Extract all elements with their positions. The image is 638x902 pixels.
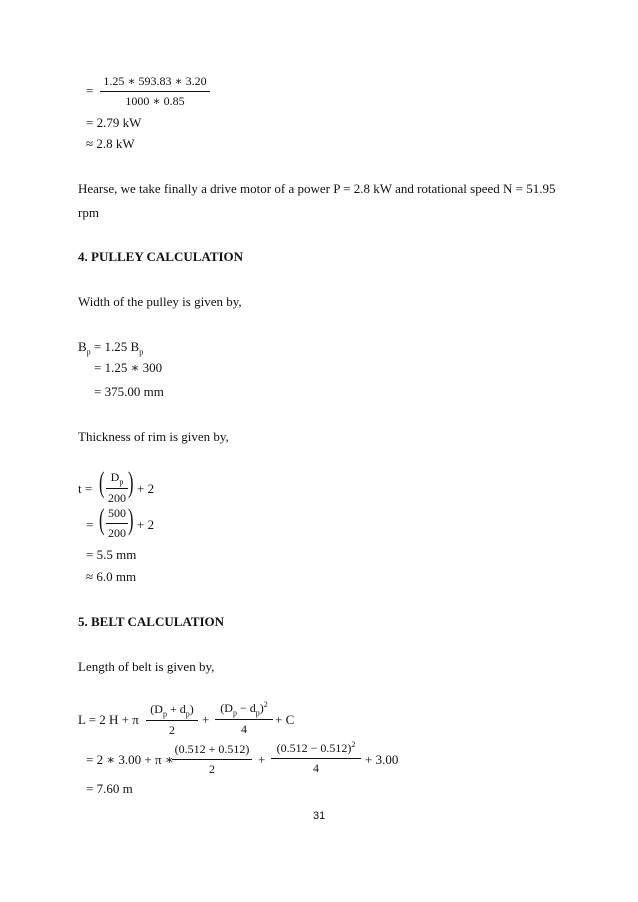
rim-intro: Thickness of rim is given by, — [78, 429, 229, 444]
right-paren: ) — [128, 503, 134, 536]
bp-equation: $B_p = 1.25$ $B_p$ — [78, 339, 144, 357]
L2-fraction-2: $(0.512 - 0.512)^2$ 4 — [271, 740, 361, 776]
left-paren: ( — [99, 466, 105, 499]
power-rounded: ≈ 2.8 kW — [86, 136, 135, 151]
L2-plus2: + 3.00 — [365, 752, 399, 767]
fraction-numerator: 1.25 ∗ 593.83 ∗ 3.20 — [103, 74, 207, 88]
fraction-denominator: 1000 ∗ 0.85 — [125, 94, 185, 108]
equals-sign: = — [86, 83, 94, 98]
t2-plus: + 2 — [137, 517, 155, 532]
L-fraction-1: $(D_p + d_p)$ 2 — [146, 702, 198, 738]
t-plus: + 2 — [137, 481, 155, 496]
t3: = 5.5 mm — [86, 547, 137, 562]
section-heading: 5. BELT CALCULATION — [78, 614, 225, 629]
section-heading: 4. PULLEY CALCULATION — [78, 249, 244, 264]
t-lhs: t = — [78, 481, 93, 496]
right-paren: ) — [128, 466, 134, 499]
section-intro: Width of the pulley is given by, — [78, 294, 242, 309]
bp-line3: = 375.00 mm — [94, 384, 164, 399]
bp-line2: = 1.25 ∗ 300 — [94, 360, 163, 375]
L2-fraction-1: (0.512 + 0.512) 2 — [172, 742, 252, 777]
L-plus1: + — [202, 712, 210, 727]
page-number: 31 — [313, 810, 326, 822]
power-result: = 2.79 kW — [86, 115, 142, 130]
paragraph-line: rpm — [78, 205, 99, 220]
fraction-bar — [100, 91, 210, 92]
t4: ≈ 6.0 mm — [86, 569, 137, 584]
L2-plus1: + — [258, 752, 266, 767]
section-intro: Length of belt is given by, — [78, 659, 215, 674]
power-fraction — [100, 74, 210, 109]
L-lhs: L = 2 H + π — [78, 712, 139, 727]
t2-eq: = — [86, 517, 94, 532]
t2-fraction: 500 200 — [108, 506, 126, 540]
L-fraction-2: $(D_p - d_p)^2$ 4 — [215, 700, 273, 737]
paragraph-line: Hearse, we take finally a drive motor of a power P = 2.8 kW and rotational speed N = 51.95 — [78, 181, 556, 196]
L2-lhs: = 2 ∗ 3.00 + π ∗ — [86, 752, 174, 767]
L-plus2: + C — [275, 712, 295, 727]
left-paren: ( — [99, 503, 105, 536]
t-fraction: $D_p$ 200 — [108, 470, 126, 506]
L3: = 7.60 m — [86, 781, 133, 796]
